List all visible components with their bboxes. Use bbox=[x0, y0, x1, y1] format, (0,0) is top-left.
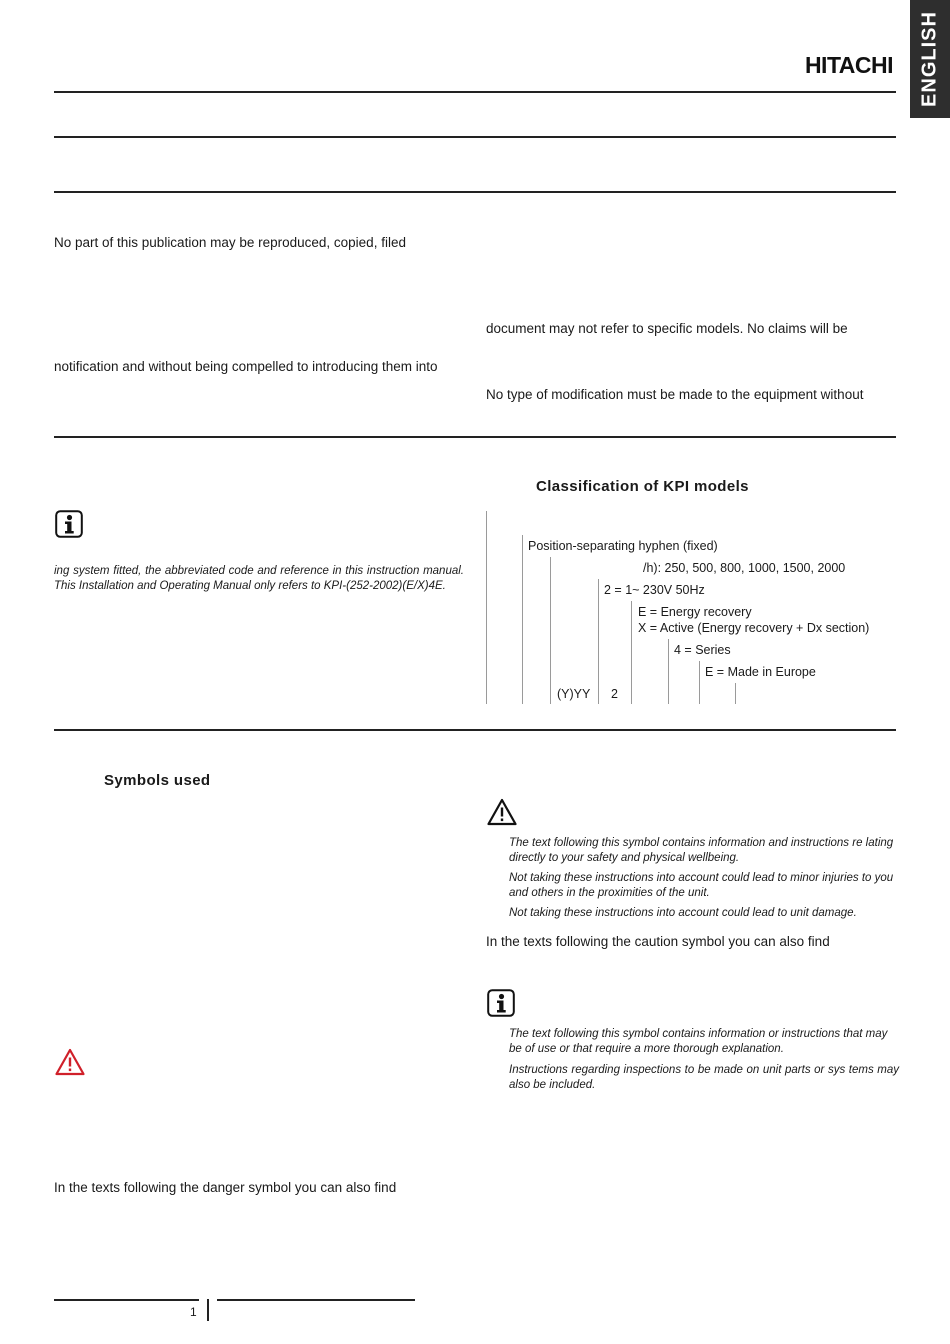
page-number: 1 bbox=[190, 1305, 197, 1319]
footer-separator bbox=[207, 1299, 209, 1321]
modification-text-line: No type of modification must be made to the equipment without bbox=[486, 387, 864, 402]
info-text-1: The text following this symbol contains information or instructions that may be of use or that require a more thorough explanation. bbox=[509, 1028, 888, 1055]
code-tree-line bbox=[550, 557, 551, 704]
code-series-label: 4 = Series bbox=[674, 643, 731, 657]
info-icon bbox=[487, 989, 515, 1022]
caution-text-3: Not taking these instructions into account could lead to unit damage. bbox=[509, 907, 857, 919]
code-capacity-label: /h): 250, 500, 800, 1000, 1500, 2000 bbox=[643, 561, 846, 575]
note-text: ing system fitted, the abbreviated code and reference in this instruction manual. This Installation and Operating Manual only refers to KPI-(252-2002)(E/X)4E. bbox=[54, 565, 464, 592]
danger-icon bbox=[55, 1048, 85, 1081]
code-tree-line bbox=[668, 639, 669, 704]
caution-text-1: The text following this symbol contains information and instructions re lating directly to your safety and physical wellbeing. bbox=[509, 837, 894, 864]
caution-text-2: Not taking these instructions into account could lead to minor injuries to you and others in the proximities of the unit. bbox=[509, 872, 894, 899]
code-yyy: (Y)YY bbox=[557, 687, 591, 701]
code-tree-line bbox=[631, 601, 632, 704]
code-2: 2 bbox=[611, 687, 618, 701]
code-power-label: 2 = 1~ 230V 50Hz bbox=[604, 583, 705, 597]
caution-find-text: In the texts following the caution symbol you can also find bbox=[486, 934, 830, 949]
code-energy-x-label: X = Active (Energy recovery + Dx section) bbox=[638, 621, 870, 635]
divider bbox=[54, 136, 896, 138]
classification-title: Classification of KPI models bbox=[536, 478, 749, 495]
caution-icon bbox=[487, 798, 517, 831]
copyright-text-line: notification and without being compelled to introducing them into bbox=[54, 359, 438, 374]
language-tab-label: ENGLISH bbox=[918, 11, 941, 107]
info-text-2: Instructions regarding inspections to be made on unit parts or sys tems may also be included. bbox=[509, 1064, 899, 1091]
footer-rule-left bbox=[54, 1299, 199, 1301]
code-tree-line bbox=[598, 579, 599, 704]
symbols-title: Symbols used bbox=[104, 772, 211, 789]
divider bbox=[54, 436, 896, 438]
language-tab bbox=[910, 0, 950, 118]
code-tree-line bbox=[522, 535, 523, 704]
footer-rule-right bbox=[217, 1299, 415, 1301]
divider bbox=[54, 729, 896, 731]
danger-find-text: In the texts following the danger symbol you can also find bbox=[54, 1180, 397, 1195]
code-tree-line bbox=[735, 683, 736, 704]
code-tree-line bbox=[699, 661, 700, 704]
code-energy-e-label: E = Energy recovery bbox=[638, 605, 752, 619]
hitachi-logo: HITACHI bbox=[804, 52, 893, 78]
code-hyphen-label: Position-separating hyphen (fixed) bbox=[528, 539, 718, 553]
divider bbox=[54, 191, 896, 193]
code-made-in-label: E = Made in Europe bbox=[705, 665, 816, 679]
copyright-text-line: No part of this publication may be reproduced, copied, filed bbox=[54, 235, 406, 250]
info-icon bbox=[55, 510, 83, 543]
divider bbox=[54, 91, 896, 93]
disclaimer-text-line: document may not refer to specific models. No claims will be bbox=[486, 321, 848, 336]
code-tree-line bbox=[486, 511, 487, 704]
